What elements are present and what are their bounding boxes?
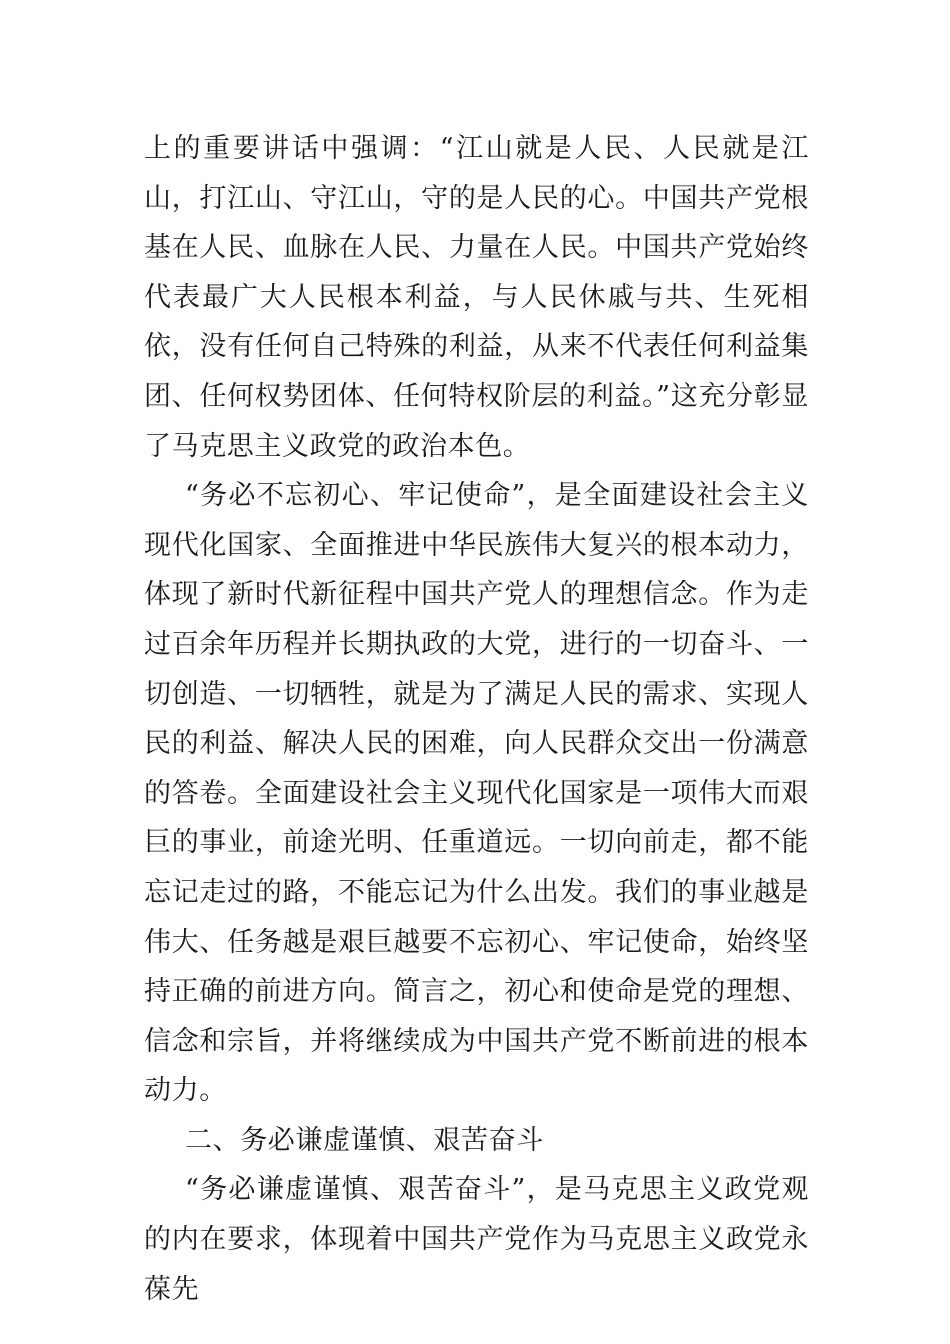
- paragraph-mission: “务必不忘初心、牢记使命”，是全面建设社会主义现代化国家、全面推进中华民族伟大复兴的根本动力，体现了新时代新征程中国共产党人的理想信念。作为走过百余年历程并长期执政的大党，进行的一切奋斗、一切创造、一切牺牲，就是为了满足人民的需求、实现人民的利益、解决人民的困难，向人民群众交出一份满意的答卷。全面建设社会主义现代化国家是一项伟大而艰巨的事业，前途光明、任重道远。一切向前走，都不能忘记走过的路，不能忘记为什么出发。我们的事业越是伟大、任务越是艰巨越要不忘初心、牢记使命，始终坚持正确的前进方向。简言之，初心和使命是党的理想、信念和宗旨，并将继续成为中国共产党不断前进的根本动力。: [144, 480, 809, 1107]
- paragraph-continuation: 上的重要讲话中强调：“江山就是人民、人民就是江山，打江山、守江山，守的是人民的心。中国共产党根基在人民、血脉在人民、力量在人民。中国共产党始终代表最广大人民根本利益，与人民休戚与共、生死相依，没有任何自己特殊的利益，从来不代表任何利益集团、任何权势团体、任何特权阶层的利益。”这充分彰显了马克思主义政党的政治本色。: [144, 133, 809, 462]
- body-text: [144, 124, 809, 1314]
- paragraph-humility: “务必谦虚谨慎、艰苦奋斗”，是马克思主义政党观的内在要求，体现着中国共产党作为马克思主义政党永葆先: [144, 1174, 809, 1305]
- section-heading: 二、务必谦虚谨慎、艰苦奋斗: [185, 1124, 544, 1156]
